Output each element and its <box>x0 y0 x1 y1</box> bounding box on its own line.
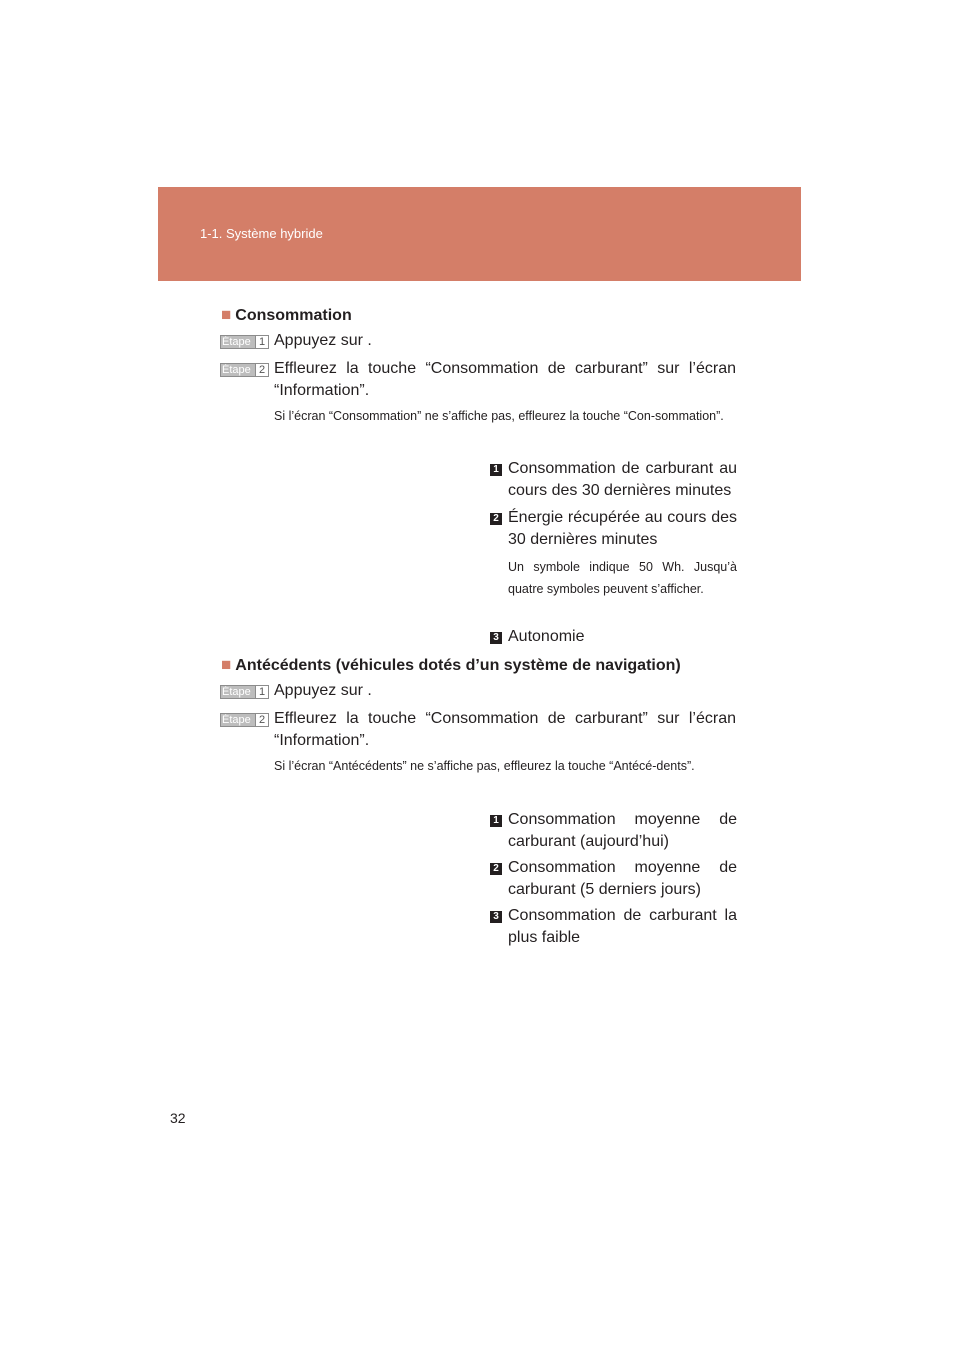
chapter-header <box>158 187 801 281</box>
step-badge: Étape 1 <box>220 335 269 349</box>
step-text: Appuyez sur . <box>274 682 372 699</box>
item-text: Énergie récupérée au cours des 30 dernières minutes <box>508 509 737 548</box>
item-number: 2 <box>490 513 502 525</box>
square-bullet-icon: ■ <box>221 305 232 324</box>
item-text: Consommation de carburant la plus faible <box>508 907 737 946</box>
step-text: Effleurez la touche “Consommation de carburant” sur l’écran “Information”. <box>274 360 736 399</box>
item-text: Consommation moyenne de carburant (aujourd’hui) <box>508 811 737 850</box>
item-number: 1 <box>490 815 502 827</box>
step-text: Appuyez sur . <box>274 332 372 349</box>
page-number: 32 <box>170 1110 186 1126</box>
item-text: Consommation de carburant au cours des 30 dernières minutes <box>508 460 737 499</box>
item-number: 2 <box>490 863 502 875</box>
step-badge: Étape 2 <box>220 713 269 727</box>
section-title-antecedents: ■ Antécédents (véhicules dotés d’un système de navigation) <box>221 655 681 674</box>
item-note: Un symbole indique 50 Wh. Jusqu’à quatre symboles peuvent s’afficher. <box>508 560 737 596</box>
square-bullet-icon: ■ <box>221 655 232 674</box>
step-badge: Étape 1 <box>220 685 269 699</box>
item-number: 1 <box>490 464 502 476</box>
note-text: Si l’écran “Antécédents” ne s’affiche pas, effleurez la touche “Antécé-dents”. <box>274 759 695 773</box>
step-text: Effleurez la touche “Consommation de carburant” sur l’écran “Information”. <box>274 710 736 749</box>
step-badge: Étape 2 <box>220 363 269 377</box>
chapter-title: 1-1. Système hybride <box>200 226 323 241</box>
item-number: 3 <box>490 911 502 923</box>
item-text: Consommation moyenne de carburant (5 derniers jours) <box>508 859 737 898</box>
section-title-consommation: ■ Consommation <box>221 305 352 324</box>
item-number: 3 <box>490 632 502 644</box>
note-text: Si l’écran “Consommation” ne s’affiche pas, effleurez la touche “Con-sommation”. <box>274 409 724 423</box>
item-text: Autonomie <box>508 628 585 645</box>
